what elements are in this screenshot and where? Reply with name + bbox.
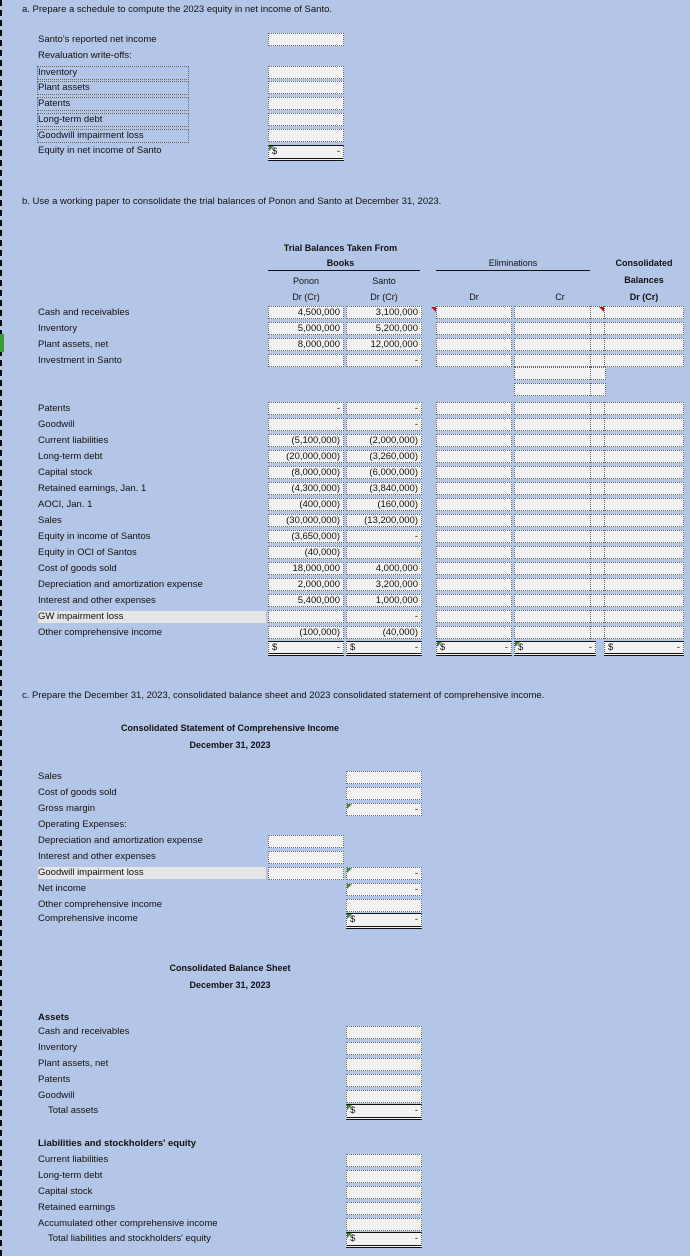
wp-row-label: GW impairment loss [38, 611, 266, 623]
input-elim-cr-extra-1[interactable] [514, 367, 596, 380]
header-books: Books [326, 258, 355, 268]
total-ponon[interactable]: $ - [268, 641, 344, 656]
wp-santo-value[interactable]: - [346, 402, 422, 415]
row-marker [0, 334, 4, 352]
wp-ponon-value[interactable]: 2,000,000 [268, 578, 344, 591]
wp-consolidated[interactable] [604, 434, 684, 447]
wp-santo-value[interactable]: (13,200,000) [346, 514, 422, 527]
input-a-long-term-debt[interactable] [268, 113, 344, 126]
wp-elim-cr[interactable] [514, 498, 596, 511]
asset-row-value[interactable] [346, 1090, 422, 1103]
income-row-label: Sales [38, 771, 62, 782]
wp-santo-value[interactable]: (160,000) [346, 498, 422, 511]
wp-row-label: Equity in income of Santos [38, 531, 151, 542]
wp-ponon-value[interactable]: 18,000,000 [268, 562, 344, 575]
wp-ponon-value[interactable]: 8,000,000 [268, 338, 344, 351]
wp-consolidated[interactable] [604, 562, 684, 575]
total-liabilities-label: Total liabilities and stockholders' equity [48, 1233, 211, 1244]
wp-elim-cr[interactable] [514, 466, 596, 479]
income-row-label: Comprehensive income [38, 913, 138, 924]
income-row-label: Other comprehensive income [38, 899, 163, 910]
income-value[interactable] [346, 771, 422, 784]
wp-elim-cr[interactable] [514, 482, 596, 495]
wp-elim-cr[interactable] [514, 402, 596, 415]
income-value[interactable]: - [346, 803, 422, 816]
asset-row-value[interactable] [346, 1042, 422, 1055]
wp-elim-dr[interactable] [436, 498, 512, 511]
wp-elim-dr[interactable] [436, 578, 512, 591]
header-ponon: Ponon [292, 276, 320, 286]
wp-santo-value[interactable]: (3,260,000) [346, 450, 422, 463]
wp-elim-dr[interactable] [436, 466, 512, 479]
wp-row-label: Equity in OCI of Santos [38, 547, 137, 558]
wp-consolidated[interactable] [604, 306, 684, 319]
wp-elim-cr[interactable] [514, 354, 596, 367]
input-a-goodwill-impairment[interactable] [268, 129, 344, 142]
label-a-patents: Patents [37, 97, 189, 111]
wp-ponon-value[interactable]: 4,500,000 [268, 306, 344, 319]
liability-row-value[interactable] [346, 1218, 422, 1231]
liability-row-value[interactable] [346, 1170, 422, 1183]
income-row-label: Cost of goods sold [38, 787, 117, 798]
wp-santo-value[interactable]: (40,000) [346, 626, 422, 639]
input-elim-extra-3[interactable] [590, 367, 606, 380]
wp-row-label: Depreciation and amortization expense [38, 579, 203, 590]
header-cons-drcr: Dr (Cr) [629, 292, 659, 302]
total-consolidated[interactable]: $ - [604, 641, 684, 656]
wp-consolidated[interactable] [604, 578, 684, 591]
wp-elim-cr[interactable] [514, 450, 596, 463]
wp-row-label: Capital stock [38, 467, 93, 478]
wp-santo-value[interactable]: 5,200,000 [346, 322, 422, 335]
wp-elim-dr[interactable] [436, 626, 512, 639]
income-value[interactable] [268, 851, 344, 864]
wp-elim-cr[interactable] [514, 562, 596, 575]
wp-santo-value[interactable]: 1,000,000 [346, 594, 422, 607]
total-equity-net-income[interactable]: $ - [268, 145, 344, 161]
income-row-label: Goodwill impairment loss [38, 867, 266, 879]
wp-ponon-value[interactable]: 5,000,000 [268, 322, 344, 335]
header-santo: Santo [372, 276, 396, 286]
wp-santo-value[interactable]: 3,200,000 [346, 578, 422, 591]
wp-consolidated[interactable] [604, 354, 684, 367]
income-value[interactable]: - [346, 867, 422, 880]
wp-santo-value[interactable]: - [346, 610, 422, 623]
balance-sheet-title: Consolidated Balance Sheet [169, 963, 291, 973]
wp-consolidated[interactable] [604, 626, 684, 639]
income-statement-title: Consolidated Statement of Comprehensive Income [120, 723, 340, 733]
wp-row-label: AOCI, Jan. 1 [38, 499, 93, 510]
total-elim-cr[interactable]: $ - [514, 641, 596, 656]
wp-elim-dr[interactable] [436, 434, 512, 447]
wp-elim-dr[interactable] [436, 610, 512, 623]
wp-row-label: Plant assets, net [38, 339, 109, 350]
wp-ponon-value[interactable]: (5,100,000) [268, 434, 344, 447]
label-a-plant-assets: Plant assets [37, 81, 189, 95]
asset-row-label: Goodwill [38, 1090, 75, 1101]
wp-elim-dr[interactable] [436, 562, 512, 575]
wp-santo-value[interactable]: 3,100,000 [346, 306, 422, 319]
label-equity-net-income: Equity in net income of Santo [38, 145, 162, 156]
wp-ponon-value[interactable] [268, 610, 344, 623]
wp-elim-cr[interactable] [514, 418, 596, 431]
wp-consolidated[interactable] [604, 610, 684, 623]
income-row-label: Gross margin [38, 803, 96, 814]
wp-ponon-value[interactable]: 5,400,000 [268, 594, 344, 607]
wp-elim-dr[interactable] [436, 482, 512, 495]
wp-row-label: Sales [38, 515, 62, 526]
wp-elim-cr[interactable] [514, 306, 596, 319]
liabilities-heading: Liabilities and stockholders' equity [38, 1138, 196, 1149]
asset-row-value[interactable] [346, 1074, 422, 1087]
total-liabilities-value[interactable]: $ - [346, 1232, 422, 1248]
income-value[interactable] [346, 899, 422, 912]
income-value[interactable] [346, 787, 422, 800]
header-rule-books [268, 270, 420, 271]
wp-ponon-value[interactable]: (3,650,000) [268, 530, 344, 543]
header-consolidated: Consolidated [615, 258, 673, 268]
wp-consolidated[interactable] [604, 466, 684, 479]
wp-elim-cr[interactable] [514, 578, 596, 591]
wp-elim-cr[interactable] [514, 514, 596, 527]
wp-santo-value[interactable]: - [346, 418, 422, 431]
label-santo-net-income: Santo's reported net income [38, 34, 157, 45]
wp-row-label: Investment in Santo [38, 355, 122, 366]
wp-row-label: Cash and receivables [38, 307, 130, 318]
income-value[interactable]: $ - [346, 913, 422, 929]
input-elim-extra-4[interactable] [590, 383, 606, 396]
wp-elim-cr[interactable] [514, 594, 596, 607]
liability-row-label: Accumulated other comprehensive income [38, 1218, 218, 1229]
wp-ponon-value[interactable]: (100,000) [268, 626, 344, 639]
label-a-long-term-debt: Long-term debt [37, 113, 189, 127]
wp-consolidated[interactable] [604, 594, 684, 607]
asset-row-label: Inventory [38, 1042, 78, 1053]
part-a-heading: a. Prepare a schedule to compute the 2023 equity in net income of Santo. [22, 4, 333, 15]
wp-santo-value[interactable]: 4,000,000 [346, 562, 422, 575]
wp-ponon-value[interactable]: (4,300,000) [268, 482, 344, 495]
wp-elim-cr[interactable] [514, 434, 596, 447]
wp-elim-dr[interactable] [436, 530, 512, 543]
wp-santo-value[interactable]: - [346, 530, 422, 543]
wp-consolidated[interactable] [604, 450, 684, 463]
wp-elim-dr[interactable] [436, 354, 512, 367]
wp-ponon-value[interactable]: (8,000,000) [268, 466, 344, 479]
wp-row-label: Cost of goods sold [38, 563, 117, 574]
wp-elim-cr[interactable] [514, 546, 596, 559]
header-eliminations: Eliminations [488, 258, 538, 268]
wp-row-label: Retained earnings, Jan. 1 [38, 483, 147, 494]
wp-elim-dr[interactable] [436, 322, 512, 335]
wp-row-label: Other comprehensive income [38, 627, 163, 638]
liability-row-value[interactable] [346, 1202, 422, 1215]
header-ponon-drcr: Dr (Cr) [292, 292, 320, 302]
left-edge-marker [0, 0, 2, 1256]
income-row-label: Net income [38, 883, 87, 894]
wp-elim-dr[interactable] [436, 306, 512, 319]
label-revaluation: Revaluation write-offs: [38, 50, 132, 61]
wp-elim-cr[interactable] [514, 530, 596, 543]
liability-row-value[interactable] [346, 1186, 422, 1199]
header-balances: Balances [624, 275, 664, 285]
liability-row-label: Long-term debt [38, 1170, 103, 1181]
label-a-inventory: Inventory [37, 66, 189, 80]
wp-consolidated[interactable] [604, 482, 684, 495]
total-assets-label: Total assets [48, 1105, 99, 1116]
income-statement-date: December 31, 2023 [189, 740, 271, 750]
liability-row-label: Retained earnings [38, 1202, 116, 1213]
header-dr: Dr [469, 292, 479, 302]
wp-elim-cr[interactable] [514, 322, 596, 335]
header-cr: Cr [555, 292, 565, 302]
wp-elim-cr[interactable] [514, 626, 596, 639]
asset-row-label: Patents [38, 1074, 71, 1085]
input-elim-cr-extra-2[interactable] [514, 383, 596, 396]
liability-row-label: Current liabilities [38, 1154, 109, 1165]
wp-consolidated[interactable] [604, 418, 684, 431]
wp-row-label: Inventory [38, 323, 78, 334]
wp-ponon-value[interactable]: (400,000) [268, 498, 344, 511]
input-a-patents[interactable] [268, 97, 344, 110]
wp-santo-value[interactable]: 12,000,000 [346, 338, 422, 351]
wp-ponon-value[interactable]: (40,000) [268, 546, 344, 559]
wp-ponon-value[interactable] [268, 418, 344, 431]
balance-sheet-date: December 31, 2023 [189, 980, 271, 990]
asset-row-label: Cash and receivables [38, 1026, 130, 1037]
wp-elim-dr[interactable] [436, 546, 512, 559]
total-santo[interactable]: $ - [346, 641, 422, 656]
part-b-heading: b. Use a working paper to consolidate the trial balances of Ponon and Santo at December 31, 2023. [22, 196, 442, 207]
input-santo-net-income[interactable] [268, 33, 344, 46]
wp-ponon-value[interactable]: - [268, 402, 344, 415]
income-value[interactable]: - [346, 883, 422, 896]
input-a-plant-assets[interactable] [268, 81, 344, 94]
label-a-goodwill-impairment: Goodwill impairment loss [37, 129, 189, 143]
total-assets-value[interactable]: $ - [346, 1104, 422, 1120]
wp-santo-value[interactable]: (6,000,000) [346, 466, 422, 479]
wp-santo-value[interactable]: - [346, 354, 422, 367]
wp-ponon-value[interactable] [268, 354, 344, 367]
liability-row-value[interactable] [346, 1154, 422, 1167]
wp-row-label: Patents [38, 403, 71, 414]
wp-elim-dr[interactable] [436, 402, 512, 415]
wp-elim-dr[interactable] [436, 338, 512, 351]
assets-heading: Assets [38, 1012, 70, 1023]
wp-consolidated[interactable] [604, 338, 684, 351]
wp-santo-value[interactable]: (3,840,000) [346, 482, 422, 495]
input-a-inventory[interactable] [268, 66, 344, 79]
wp-consolidated[interactable] [604, 498, 684, 511]
wp-row-label: Interest and other expenses [38, 595, 156, 606]
wp-row-label: Goodwill [38, 419, 75, 430]
header-santo-drcr: Dr (Cr) [370, 292, 398, 302]
wp-santo-value[interactable] [346, 546, 422, 559]
wp-consolidated[interactable] [604, 546, 684, 559]
wp-ponon-value[interactable]: (20,000,000) [268, 450, 344, 463]
part-c-heading: c. Prepare the December 31, 2023, consolidated balance sheet and 2023 consolidated statement of comprehensive income. [22, 690, 545, 701]
header-trial-balances: Trial Balances Taken From [283, 243, 398, 253]
asset-row-value[interactable] [346, 1058, 422, 1071]
wp-row-label: Current liabilities [38, 435, 109, 446]
wp-elim-dr[interactable] [436, 418, 512, 431]
income-row-label: Interest and other expenses [38, 851, 156, 862]
income-row-label: Operating Expenses: [38, 819, 127, 830]
wp-row-label: Long-term debt [38, 451, 103, 462]
asset-row-value[interactable] [346, 1026, 422, 1039]
asset-row-label: Plant assets, net [38, 1058, 109, 1069]
wp-elim-dr[interactable] [436, 450, 512, 463]
wp-consolidated[interactable] [604, 322, 684, 335]
income-value-inner[interactable] [268, 867, 344, 880]
header-rule-eliminations [436, 270, 590, 271]
wp-ponon-value[interactable]: (30,000,000) [268, 514, 344, 527]
wp-consolidated[interactable] [604, 514, 684, 527]
wp-consolidated[interactable] [604, 530, 684, 543]
wp-santo-value[interactable]: (2,000,000) [346, 434, 422, 447]
income-row-label: Depreciation and amortization expense [38, 835, 203, 846]
wp-consolidated[interactable] [604, 402, 684, 415]
wp-elim-dr[interactable] [436, 594, 512, 607]
wp-elim-dr[interactable] [436, 514, 512, 527]
wp-elim-cr[interactable] [514, 338, 596, 351]
income-value[interactable] [268, 835, 344, 848]
liability-row-label: Capital stock [38, 1186, 93, 1197]
total-elim-dr[interactable]: $ - [436, 641, 512, 656]
wp-elim-cr[interactable] [514, 610, 596, 623]
